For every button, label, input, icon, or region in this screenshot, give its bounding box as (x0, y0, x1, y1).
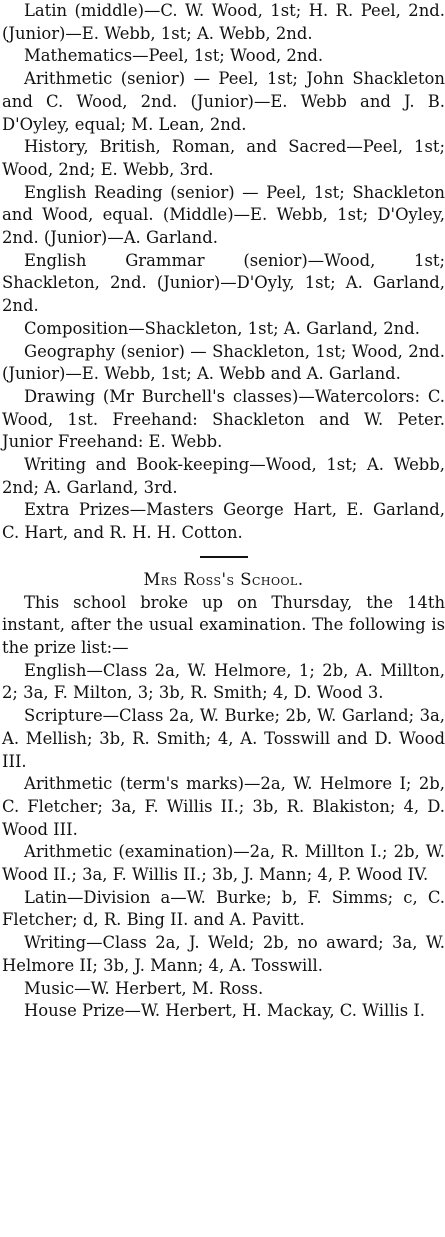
prize-paragraph-english-reading: English Reading (senior) — Peel, 1st; Shackleton and Wood, equal. (Middle)—E. Webb, 1st; D'Oyley, 2nd. (Junior)—A. Garland. (2, 182, 445, 248)
prize-paragraph-drawing: Drawing (Mr Burchell's classes)—Watercolors: C. Wood, 1st. Freehand: Shackleton and W. Peter. Junior Freehand: E. Webb. (2, 386, 445, 452)
prize-paragraph-extra-prizes: Extra Prizes—Masters George Hart, E. Garland, C. Hart, and R. H. H. Cotton. (2, 500, 445, 543)
prize-paragraph-latin-division: Latin—Division a—W. Burke; b, F. Simms; c, C. Fletcher; d, R. Bing II. and A. Pavitt. (2, 887, 445, 930)
newspaper-column (2, 0, 445, 1023)
prize-paragraph-composition: Composition—Shackleton, 1st; A. Garland, 2nd. (24, 318, 420, 338)
prize-paragraph-arithmetic-senior: Arithmetic (senior) — Peel, 1st; John Shackleton and C. Wood, 2nd. (Junior)—E. Webb and J. B. D'Oyley, equal; M. Lean, 2nd. (2, 69, 445, 134)
prize-paragraph-arithmetic-exam: Arithmetic (examination)—2a, R. Millton I.; 2b, W. Wood II.; 3a, F. Willis II.; 3b, J. Mann; 4, P. Wood IV. (2, 842, 445, 885)
prize-paragraph-history: History, British, Roman, and Sacred—Peel, 1st; Wood, 2nd; E. Webb, 3rd. (2, 137, 445, 179)
prize-paragraph-latin-middle: Latin (middle)—C. W. Wood, 1st; H. R. Peel, 2nd. (Junior)—E. Webb, 1st; A. Webb, 2nd. (2, 1, 445, 43)
school-intro-paragraph: This school broke up on Thursday, the 14th instant, after the usual examination. The following is the prize list:— (2, 592, 445, 657)
prize-paragraph-scripture: Scripture—Class 2a, W. Burke; 2b, W. Garland; 3a, A. Mellish; 3b, R. Smith; 4, A. Tosswill and D. Wood III. (2, 706, 445, 771)
prize-paragraph-writing-bookkeeping: Writing and Book-keeping—Wood, 1st; A. Webb, 2nd; A. Garland, 3rd. (2, 455, 445, 497)
section-heading-mrs-ross-school: Mrs Ross's School. (143, 569, 304, 589)
prize-paragraph-english-grammar: English Grammar (senior)—Wood, 1st; Shackleton, 2nd. (Junior)—D'Oyly, 1st; A. Garland, 2nd. (2, 250, 445, 316)
prize-paragraph-writing: Writing—Class 2a, J. Weld; 2b, no award; 3a, W. Helmore II; 3b, J. Mann; 4, A. Tosswill. (2, 933, 445, 975)
prize-paragraph-mathematics: Mathematics—Peel, 1st; Wood, 2nd. (24, 46, 324, 66)
prize-paragraph-house-prize: House Prize—W. Herbert, H. Mackay, C. Willis I. (24, 1001, 425, 1021)
prize-paragraph-geography: Geography (senior) — Shackleton, 1st; Wood, 2nd. (Junior)—E. Webb, 1st; A. Webb and A. Garland. (2, 341, 445, 384)
section-divider-rule (200, 556, 248, 558)
section-divider-wrap (2, 545, 445, 569)
prize-paragraph-music: Music—W. Herbert, M. Ross. (24, 978, 264, 998)
prize-paragraph-english: English—Class 2a, W. Helmore, 1; 2b, A. Millton, 2; 3a, F. Milton, 3; 3b, R. Smith; 4, D. Wood 3. (2, 660, 445, 703)
prize-paragraph-arithmetic-term: Arithmetic (term's marks)—2a, W. Helmore I; 2b, C. Fletcher; 3a, F. Willis II.; 3b, R. Blakiston; 4, D. Wood III. (2, 774, 445, 839)
